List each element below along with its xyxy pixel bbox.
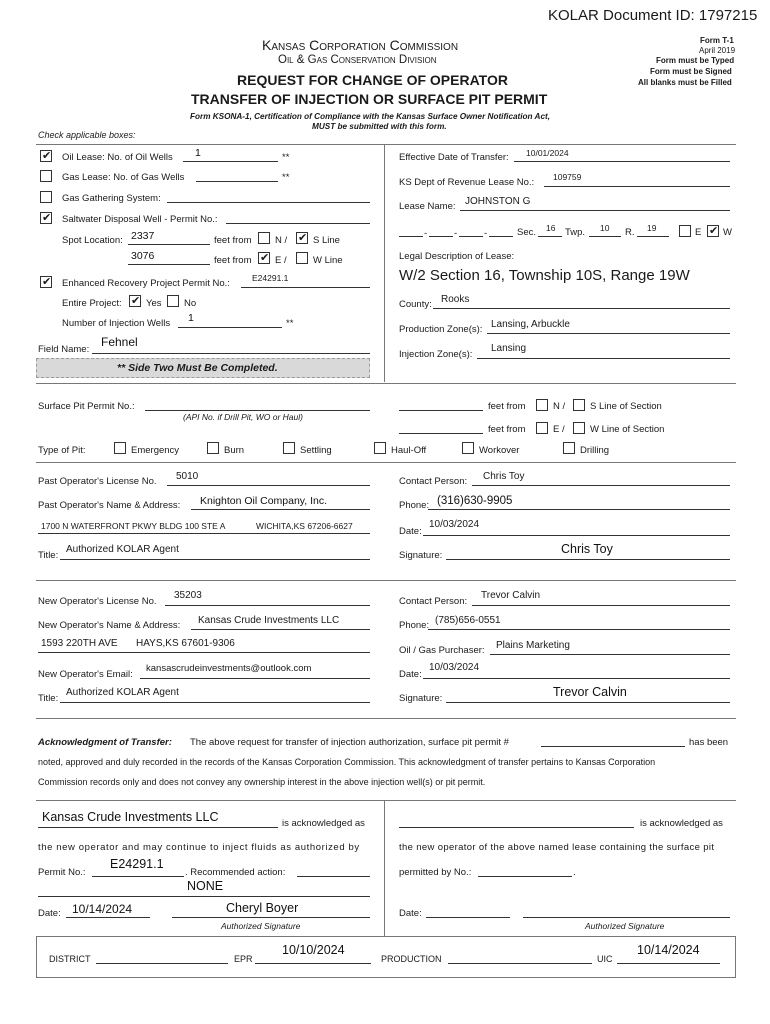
erp-permit-value[interactable]: E24291.1	[252, 273, 289, 283]
pit-s-checkbox[interactable]	[573, 399, 585, 411]
surface-pit-underline	[145, 410, 370, 411]
past-title-value[interactable]: Authorized KOLAR Agent	[66, 544, 179, 555]
range-w-checkbox[interactable]	[707, 225, 719, 237]
new-title-value[interactable]: Authorized KOLAR Agent	[66, 687, 179, 698]
swd-permit-underline	[226, 223, 370, 224]
pit-burn-checkbox[interactable]	[207, 442, 219, 454]
past-address-underline	[38, 533, 370, 534]
divider-after-lease	[36, 383, 736, 384]
spot2-e-label: E /	[275, 255, 287, 266]
new-phone-label: Phone:	[399, 620, 430, 631]
entire-project-yes-checkbox[interactable]	[129, 295, 141, 307]
new-title-label: Title:	[38, 693, 59, 704]
permit-no-value[interactable]: E24291.1	[110, 857, 164, 871]
ack-company-underline	[38, 827, 278, 828]
pit-w-checkbox[interactable]	[573, 422, 585, 434]
past-phone-underline	[428, 509, 730, 510]
divider-after-new	[36, 718, 736, 719]
injection-zones-underline	[477, 358, 730, 359]
enhanced-recovery-checkbox[interactable]	[40, 276, 52, 288]
range-e-checkbox[interactable]	[679, 225, 691, 237]
entire-project-no-label: No	[184, 298, 197, 309]
epr-date-value[interactable]: 10/10/2024	[282, 943, 345, 957]
ack-text-line2: noted, approved and duly recorded in the records of the Kansas Corporation Commission. This acknowledgment of transfer pertains to Kansas Corporation	[38, 757, 656, 767]
pit-workover-label: Workover	[479, 445, 520, 456]
pit-feet2-underline	[399, 433, 483, 434]
bottom-left-date-label: Date:	[38, 908, 61, 919]
injection-zones-label: Injection Zone(s):	[399, 349, 473, 360]
ksona-must-submit: MUST be submitted with this form.	[312, 122, 447, 131]
lease-name-label: Lease Name:	[399, 201, 456, 212]
new-name-value[interactable]: Kansas Crude Investments LLC	[198, 615, 340, 626]
new-license-value[interactable]: 35203	[174, 590, 202, 601]
range-e-label: E	[695, 227, 702, 238]
past-title-label: Title:	[38, 550, 59, 561]
new-license-underline	[165, 605, 370, 606]
past-title-underline	[60, 559, 370, 560]
recommended-action-value[interactable]: NONE	[187, 879, 224, 893]
spot2-value[interactable]: 3076	[131, 250, 155, 262]
qtr1-underline	[399, 236, 423, 237]
new-city[interactable]: HAYS,KS 67601-9306	[136, 638, 235, 649]
field-name-value[interactable]: Fehnel	[101, 335, 138, 349]
pit-emergency-label: Emergency	[131, 445, 180, 456]
spot1-feet-from: feet from	[214, 235, 252, 246]
past-license-underline	[167, 485, 370, 486]
form-note-typed: Form must be Typed	[656, 56, 735, 65]
sec-label: Sec.	[517, 227, 537, 238]
past-date-underline	[423, 535, 730, 536]
ks-dept-revenue-value[interactable]: 109759	[553, 172, 582, 182]
oil-wells-value[interactable]: 1	[195, 147, 201, 159]
ack-text-line1: The above request for transfer of injection authorization, surface pit permit #	[190, 737, 509, 748]
surface-pit-api-note: (API No. if Drill Pit, WO or Haul)	[183, 412, 303, 422]
saltwater-disposal-label: Saltwater Disposal Well - Permit No.:	[62, 214, 218, 225]
oil-wells-asterisks: **	[282, 152, 290, 163]
bottom-right-signature-underline	[523, 917, 730, 918]
bottom-left-date-value[interactable]: 10/14/2024	[72, 902, 133, 916]
effective-date-label: Effective Date of Transfer:	[399, 152, 509, 163]
bottom-left-signature-underline	[172, 917, 370, 918]
form-title-line2: TRANSFER OF INJECTION OR SURFACE PIT PERMIT	[191, 91, 548, 107]
production-label: PRODUCTION	[381, 954, 442, 964]
spot2-feet-from: feet from	[214, 255, 252, 266]
ks-dept-revenue-label: KS Dept of Revenue Lease No.:	[399, 177, 535, 188]
sec-value[interactable]: 16	[546, 223, 556, 233]
qtr4-underline	[489, 236, 513, 237]
new-contact-label: Contact Person:	[399, 596, 468, 607]
production-zones-label: Production Zone(s):	[399, 324, 483, 335]
past-signature-label: Signature:	[399, 550, 443, 561]
pit-hauloff-checkbox[interactable]	[374, 442, 386, 454]
pit-feet1-label: feet from	[488, 401, 526, 412]
epr-underline	[255, 963, 371, 964]
past-date-label: Date:	[399, 526, 422, 537]
pit-workover-checkbox[interactable]	[462, 442, 474, 454]
divider-ack-top	[36, 800, 736, 801]
bottom-right-date-underline	[426, 917, 510, 918]
uic-label: UIC	[597, 954, 613, 964]
past-contact-label: Contact Person:	[399, 476, 468, 487]
form-number: Form T-1	[700, 36, 734, 45]
pit-drilling-label: Drilling	[580, 445, 610, 456]
permit-no-label: Permit No.:	[38, 867, 86, 878]
bottom-right-is-ack: is acknowledged as	[640, 818, 723, 829]
district-underline	[96, 963, 228, 964]
ack-text-line3: Commission records only and does not convey any ownership interest in the above injection well(s) or pit permit.	[38, 777, 486, 787]
new-signature-label: Signature:	[399, 693, 443, 704]
bottom-left-date-underline	[66, 917, 150, 918]
divider-center-bottom	[384, 800, 385, 936]
production-zones-value[interactable]: Lansing, Arbuckle	[491, 319, 570, 330]
range-value[interactable]: 19	[647, 223, 657, 233]
pit-n-label: N /	[553, 401, 566, 412]
pit-emergency-checkbox[interactable]	[114, 442, 126, 454]
district-label: DISTRICT	[49, 954, 91, 964]
county-value[interactable]: Rooks	[441, 294, 470, 305]
gas-wells-asterisks: **	[282, 172, 290, 183]
ack-has-been: has been	[689, 737, 729, 748]
twp-value[interactable]: 10	[600, 223, 610, 233]
legal-description-value[interactable]: W/2 Section 16, Township 10S, Range 19W	[399, 267, 690, 284]
ack-company-is-ack: is acknowledged as	[282, 818, 365, 829]
recommended-action-underline	[297, 876, 370, 877]
new-email-label: New Operator's Email:	[38, 669, 133, 680]
new-signature-underline	[446, 702, 730, 703]
divider-center-top	[384, 144, 385, 382]
uic-date-value[interactable]: 10/14/2024	[637, 943, 700, 957]
gas-gathering-checkbox[interactable]	[40, 191, 52, 203]
oil-lease-checkbox[interactable]	[40, 150, 52, 162]
bottom-right-auth-signature: Authorized Signature	[585, 921, 665, 931]
quarter-dash-2: -	[454, 228, 458, 239]
gas-gathering-underline	[167, 202, 370, 203]
bottom-left-signature-value[interactable]: Cheryl Boyer	[226, 901, 299, 915]
spot2-e-checkbox[interactable]	[258, 252, 270, 264]
spot1-s-line-label: S Line	[313, 235, 340, 246]
past-signature-value[interactable]: Chris Toy	[561, 542, 613, 556]
lease-name-underline	[460, 210, 730, 211]
ks-dept-underline	[544, 186, 730, 187]
spot1-s-checkbox[interactable]	[296, 232, 308, 244]
pit-e-checkbox[interactable]	[536, 422, 548, 434]
field-name-label: Field Name:	[38, 344, 90, 355]
bottom-right-date-label: Date:	[399, 908, 422, 919]
form-note-signed: Form must be Signed	[650, 67, 732, 76]
legal-description-label: Legal Description of Lease:	[399, 251, 515, 262]
division-name: Oil & Gas Conservation Division	[278, 54, 437, 66]
permitted-by-period: .	[573, 867, 576, 878]
past-name-underline	[191, 509, 370, 510]
gas-gathering-label: Gas Gathering System:	[62, 193, 161, 204]
twp-underline	[589, 236, 621, 237]
divider-after-past	[36, 580, 736, 581]
past-contact-value[interactable]: Chris Toy	[483, 471, 525, 482]
entire-project-no-checkbox[interactable]	[167, 295, 179, 307]
county-label: County:	[399, 299, 432, 310]
production-zones-underline	[487, 333, 730, 334]
past-contact-underline	[472, 485, 730, 486]
gas-lease-label: Gas Lease: No. of Gas Wells	[62, 172, 185, 183]
purchaser-label: Oil / Gas Purchaser:	[399, 645, 485, 656]
permit-no-underline	[92, 876, 184, 877]
injection-zones-value[interactable]: Lansing	[491, 343, 527, 354]
past-license-value[interactable]: 5010	[176, 471, 199, 482]
ack-company-value[interactable]: Kansas Crude Investments LLC	[42, 810, 219, 824]
permitted-by-label: permitted by No.:	[399, 867, 472, 878]
new-address-underline	[38, 652, 370, 653]
num-injection-asterisks: **	[286, 318, 294, 329]
pit-drilling-checkbox[interactable]	[563, 442, 575, 454]
enhanced-recovery-label: Enhanced Recovery Project Permit No.:	[62, 278, 230, 289]
spot1-underline	[128, 244, 210, 245]
type-of-pit-label: Type of Pit:	[38, 445, 86, 456]
kolar-document-id: KOLAR Document ID: 1797215	[548, 7, 758, 24]
sec-underline	[538, 236, 562, 237]
pit-s-line-label: S Line of Section	[590, 401, 662, 412]
production-underline	[448, 963, 592, 964]
num-injection-wells-label: Number of Injection Wells	[62, 318, 171, 329]
field-name-underline	[92, 353, 370, 354]
erp-underline	[241, 287, 370, 288]
recommended-action-underline-2	[38, 896, 370, 897]
pit-feet2-label: feet from	[488, 424, 526, 435]
past-phone-value[interactable]: (316)630-9905	[437, 495, 513, 507]
lease-name-value[interactable]: JOHNSTON G	[465, 196, 531, 207]
form-revision-date: April 2019	[699, 46, 736, 55]
past-address[interactable]: 1700 N WATERFRONT PKWY BLDG 100 STE A	[41, 521, 226, 531]
effective-date-underline	[514, 161, 730, 162]
range-w-label: W	[723, 227, 732, 238]
past-signature-underline	[446, 559, 730, 560]
num-injection-value[interactable]: 1	[188, 312, 194, 324]
commission-name: Kansas Corporation Commission	[262, 37, 459, 53]
new-date-label: Date:	[399, 669, 422, 680]
twp-label: Twp.	[565, 227, 586, 238]
range-underline	[637, 236, 669, 237]
pit-hauloff-label: Haul-Off	[391, 445, 427, 456]
spot1-n-label: N /	[275, 235, 288, 246]
past-name-label: Past Operator's Name & Address:	[38, 500, 181, 511]
num-injection-underline	[178, 327, 282, 328]
gas-wells-underline	[196, 181, 278, 182]
new-date-underline	[423, 678, 730, 679]
bottom-left-text: the new operator and may continue to inject fluids as authorized by	[38, 842, 360, 853]
pit-settling-label: Settling	[300, 445, 332, 456]
entire-project-label: Entire Project:	[62, 298, 122, 309]
divider-after-pit	[36, 462, 736, 463]
pit-settling-checkbox[interactable]	[283, 442, 295, 454]
new-license-label: New Operator's License No.	[38, 596, 157, 607]
new-address[interactable]: 1593 220TH AVE	[41, 638, 118, 649]
oil-lease-label: Oil Lease: No. of Oil Wells	[62, 152, 173, 163]
new-signature-value[interactable]: Trevor Calvin	[553, 685, 627, 699]
pit-e-label: E /	[553, 424, 565, 435]
entire-project-yes-label: Yes	[146, 298, 162, 309]
new-name-underline	[191, 629, 370, 630]
check-boxes-label: Check applicable boxes:	[38, 130, 136, 140]
bottom-right-text: the new operator of the above named lease containing the surface pit	[399, 842, 715, 853]
ksona-certification-note: Form KSONA-1, Certification of Compliance with the Kansas Surface Owner Notification Act,	[190, 112, 550, 121]
spot1-value[interactable]: 2337	[131, 230, 155, 242]
purchaser-value[interactable]: Plains Marketing	[496, 640, 570, 651]
recommended-action-label: . Recommended action:	[185, 867, 286, 878]
form-note-filled: All blanks must be Filled	[638, 78, 732, 87]
epr-label: EPR	[234, 954, 253, 964]
new-date-value[interactable]: 10/03/2024	[429, 662, 480, 673]
surface-pit-label: Surface Pit Permit No.:	[38, 401, 135, 412]
divider-top	[36, 144, 736, 145]
new-contact-underline	[472, 605, 730, 606]
effective-date-value[interactable]: 10/01/2024	[526, 148, 569, 158]
past-phone-label: Phone:	[399, 500, 430, 511]
spot2-underline	[128, 264, 210, 265]
past-date-value[interactable]: 10/03/2024	[429, 519, 480, 530]
quarter-dash-1: -	[424, 228, 428, 239]
county-underline	[433, 308, 730, 309]
spot-location-label: Spot Location:	[62, 235, 123, 246]
saltwater-disposal-checkbox[interactable]	[40, 212, 52, 224]
new-contact-value[interactable]: Trevor Calvin	[481, 590, 541, 601]
purchaser-underline	[490, 654, 730, 655]
gas-lease-checkbox[interactable]	[40, 170, 52, 182]
oil-wells-underline	[183, 161, 278, 162]
bottom-left-auth-signature: Authorized Signature	[221, 921, 301, 931]
new-email-underline	[140, 678, 370, 679]
ack-permit-underline	[541, 746, 685, 747]
pit-feet1-underline	[399, 410, 483, 411]
new-name-label: New Operator's Name & Address:	[38, 620, 181, 631]
past-name-value[interactable]: Knighton Oil Company, Inc.	[200, 495, 328, 507]
qtr2-underline	[429, 236, 453, 237]
bottom-right-name-underline	[399, 827, 634, 828]
qtr3-underline	[459, 236, 483, 237]
past-license-label: Past Operator's License No.	[38, 476, 157, 487]
quarter-dash-3: -	[484, 228, 488, 239]
spot2-w-line-label: W Line	[313, 255, 343, 266]
new-phone-value[interactable]: (785)656-0551	[435, 615, 501, 626]
new-phone-underline	[428, 629, 730, 630]
permitted-by-underline	[478, 876, 572, 877]
past-city[interactable]: WICHITA,KS 67206-6627	[256, 521, 353, 531]
uic-underline	[617, 963, 720, 964]
side-two-notice: ** Side Two Must Be Completed.	[117, 362, 278, 374]
pit-w-line-label: W Line of Section	[590, 424, 665, 435]
new-email-value[interactable]: kansascrudeinvestments@outlook.com	[146, 663, 312, 674]
form-title-line1: REQUEST FOR CHANGE OF OPERATOR	[237, 72, 508, 88]
ack-label: Acknowledgment of Transfer:	[38, 737, 172, 748]
spot1-n-checkbox[interactable]	[258, 232, 270, 244]
new-title-underline	[60, 702, 370, 703]
spot2-w-checkbox[interactable]	[296, 252, 308, 264]
pit-burn-label: Burn	[224, 445, 245, 456]
pit-n-checkbox[interactable]	[536, 399, 548, 411]
range-label: R.	[625, 227, 635, 238]
